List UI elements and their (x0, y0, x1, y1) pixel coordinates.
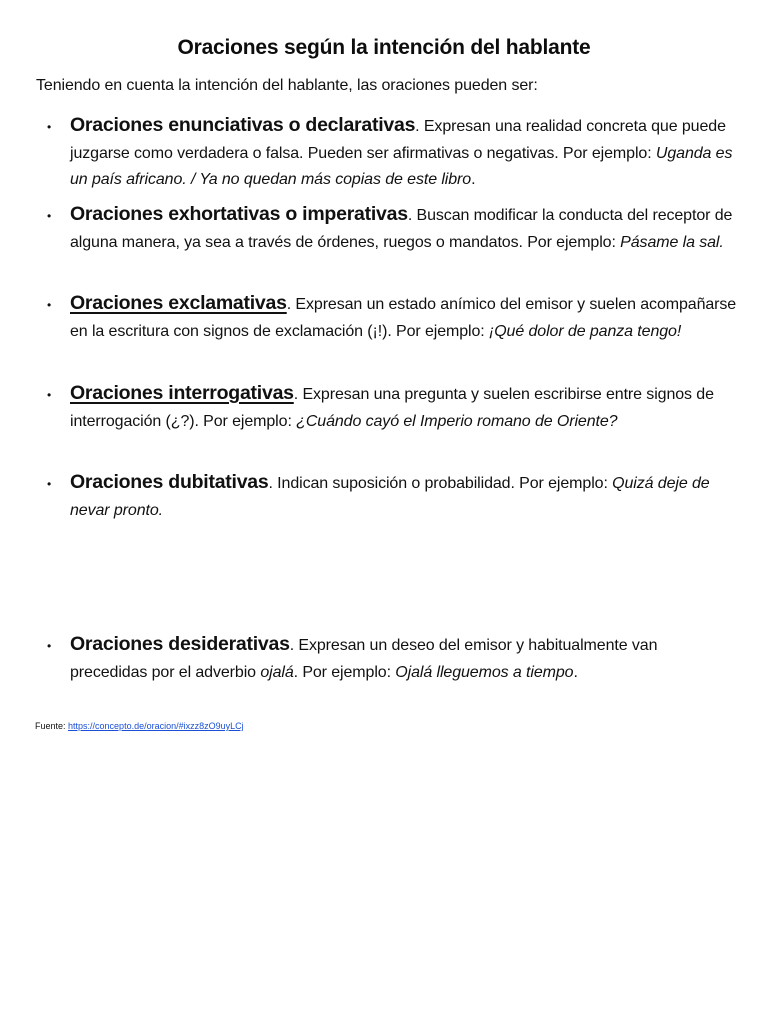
bullet-icon: • (47, 120, 52, 134)
term-description: . Expresan una pregunta y suelen escribirse entre signos de interrogación (¿?). Por ejemplo: (70, 386, 714, 430)
bullet-icon: • (47, 209, 52, 223)
term-description: . Expresan un deseo del emisor y habitualmente van precedidas por el adverbio (70, 637, 658, 681)
term-label: Oraciones exclamativas (70, 292, 287, 314)
list-item-text (70, 201, 738, 256)
example-text: Uganda es un país africano. / Ya no quedan más copias de este libro (70, 144, 733, 188)
term-label: Oraciones dubitativas (70, 471, 269, 493)
bullet-icon: • (47, 388, 52, 402)
term-label: Oraciones interrogativas (70, 382, 294, 404)
term-description-continued: . Por ejemplo: (293, 663, 396, 681)
intro-paragraph: Teniendo en cuenta la intención del hablante, las oraciones pueden ser: (36, 77, 538, 94)
item-tail: . (471, 171, 476, 188)
item-tail: . (573, 663, 578, 681)
term-label: Oraciones exhortativas o imperativas (70, 203, 408, 225)
list-item-text (70, 112, 738, 194)
source-label: Fuente: (35, 721, 69, 731)
term-label: Oraciones enunciativas o declarativas (70, 114, 416, 136)
example-text: ¡Qué dolor de panza tengo! (488, 322, 682, 340)
example-text: Pásame la sal. (620, 233, 724, 251)
bullet-icon: • (47, 477, 52, 491)
list-item-text (70, 631, 738, 686)
term-description: . Indican suposición o probabilidad. Por ejemplo: (268, 475, 613, 492)
source-citation (35, 721, 244, 731)
document-title: Oraciones según la intención del hablante (177, 36, 591, 59)
example-text: Quizá deje de nevar pronto. (70, 475, 710, 519)
example-text-second: Ojalá lleguemos a tiempo (395, 663, 574, 681)
term-description: . Buscan modificar la conducta del receptor de alguna manera, ya sea a través de órdenes, ruegos o mandatos. Por ejemplo: (70, 207, 733, 251)
example-text: ojalá (260, 663, 294, 681)
list-item-text (70, 469, 738, 524)
term-label: Oraciones desiderativas (70, 633, 290, 655)
term-description: . Expresan una realidad concreta que puede juzgarse como verdadera o falsa. Pueden ser afirmativas o negativas. Por ejemplo: (70, 118, 726, 162)
bullet-icon: • (47, 298, 52, 312)
list-item-text (70, 380, 738, 435)
term-description: . Expresan un estado anímico del emisor y suelen acompañarse en la escritura con signos de exclamación (¡!). Por ejemplo: (70, 296, 737, 340)
source-link[interactable]: https://concepto.de/oracion/#ixzz8zO9uyLCj (68, 721, 244, 731)
list-item-text (70, 290, 738, 345)
example-text: ¿Cuándo cayó el Imperio romano de Oriente? (296, 412, 618, 430)
bullet-icon: • (47, 639, 52, 653)
